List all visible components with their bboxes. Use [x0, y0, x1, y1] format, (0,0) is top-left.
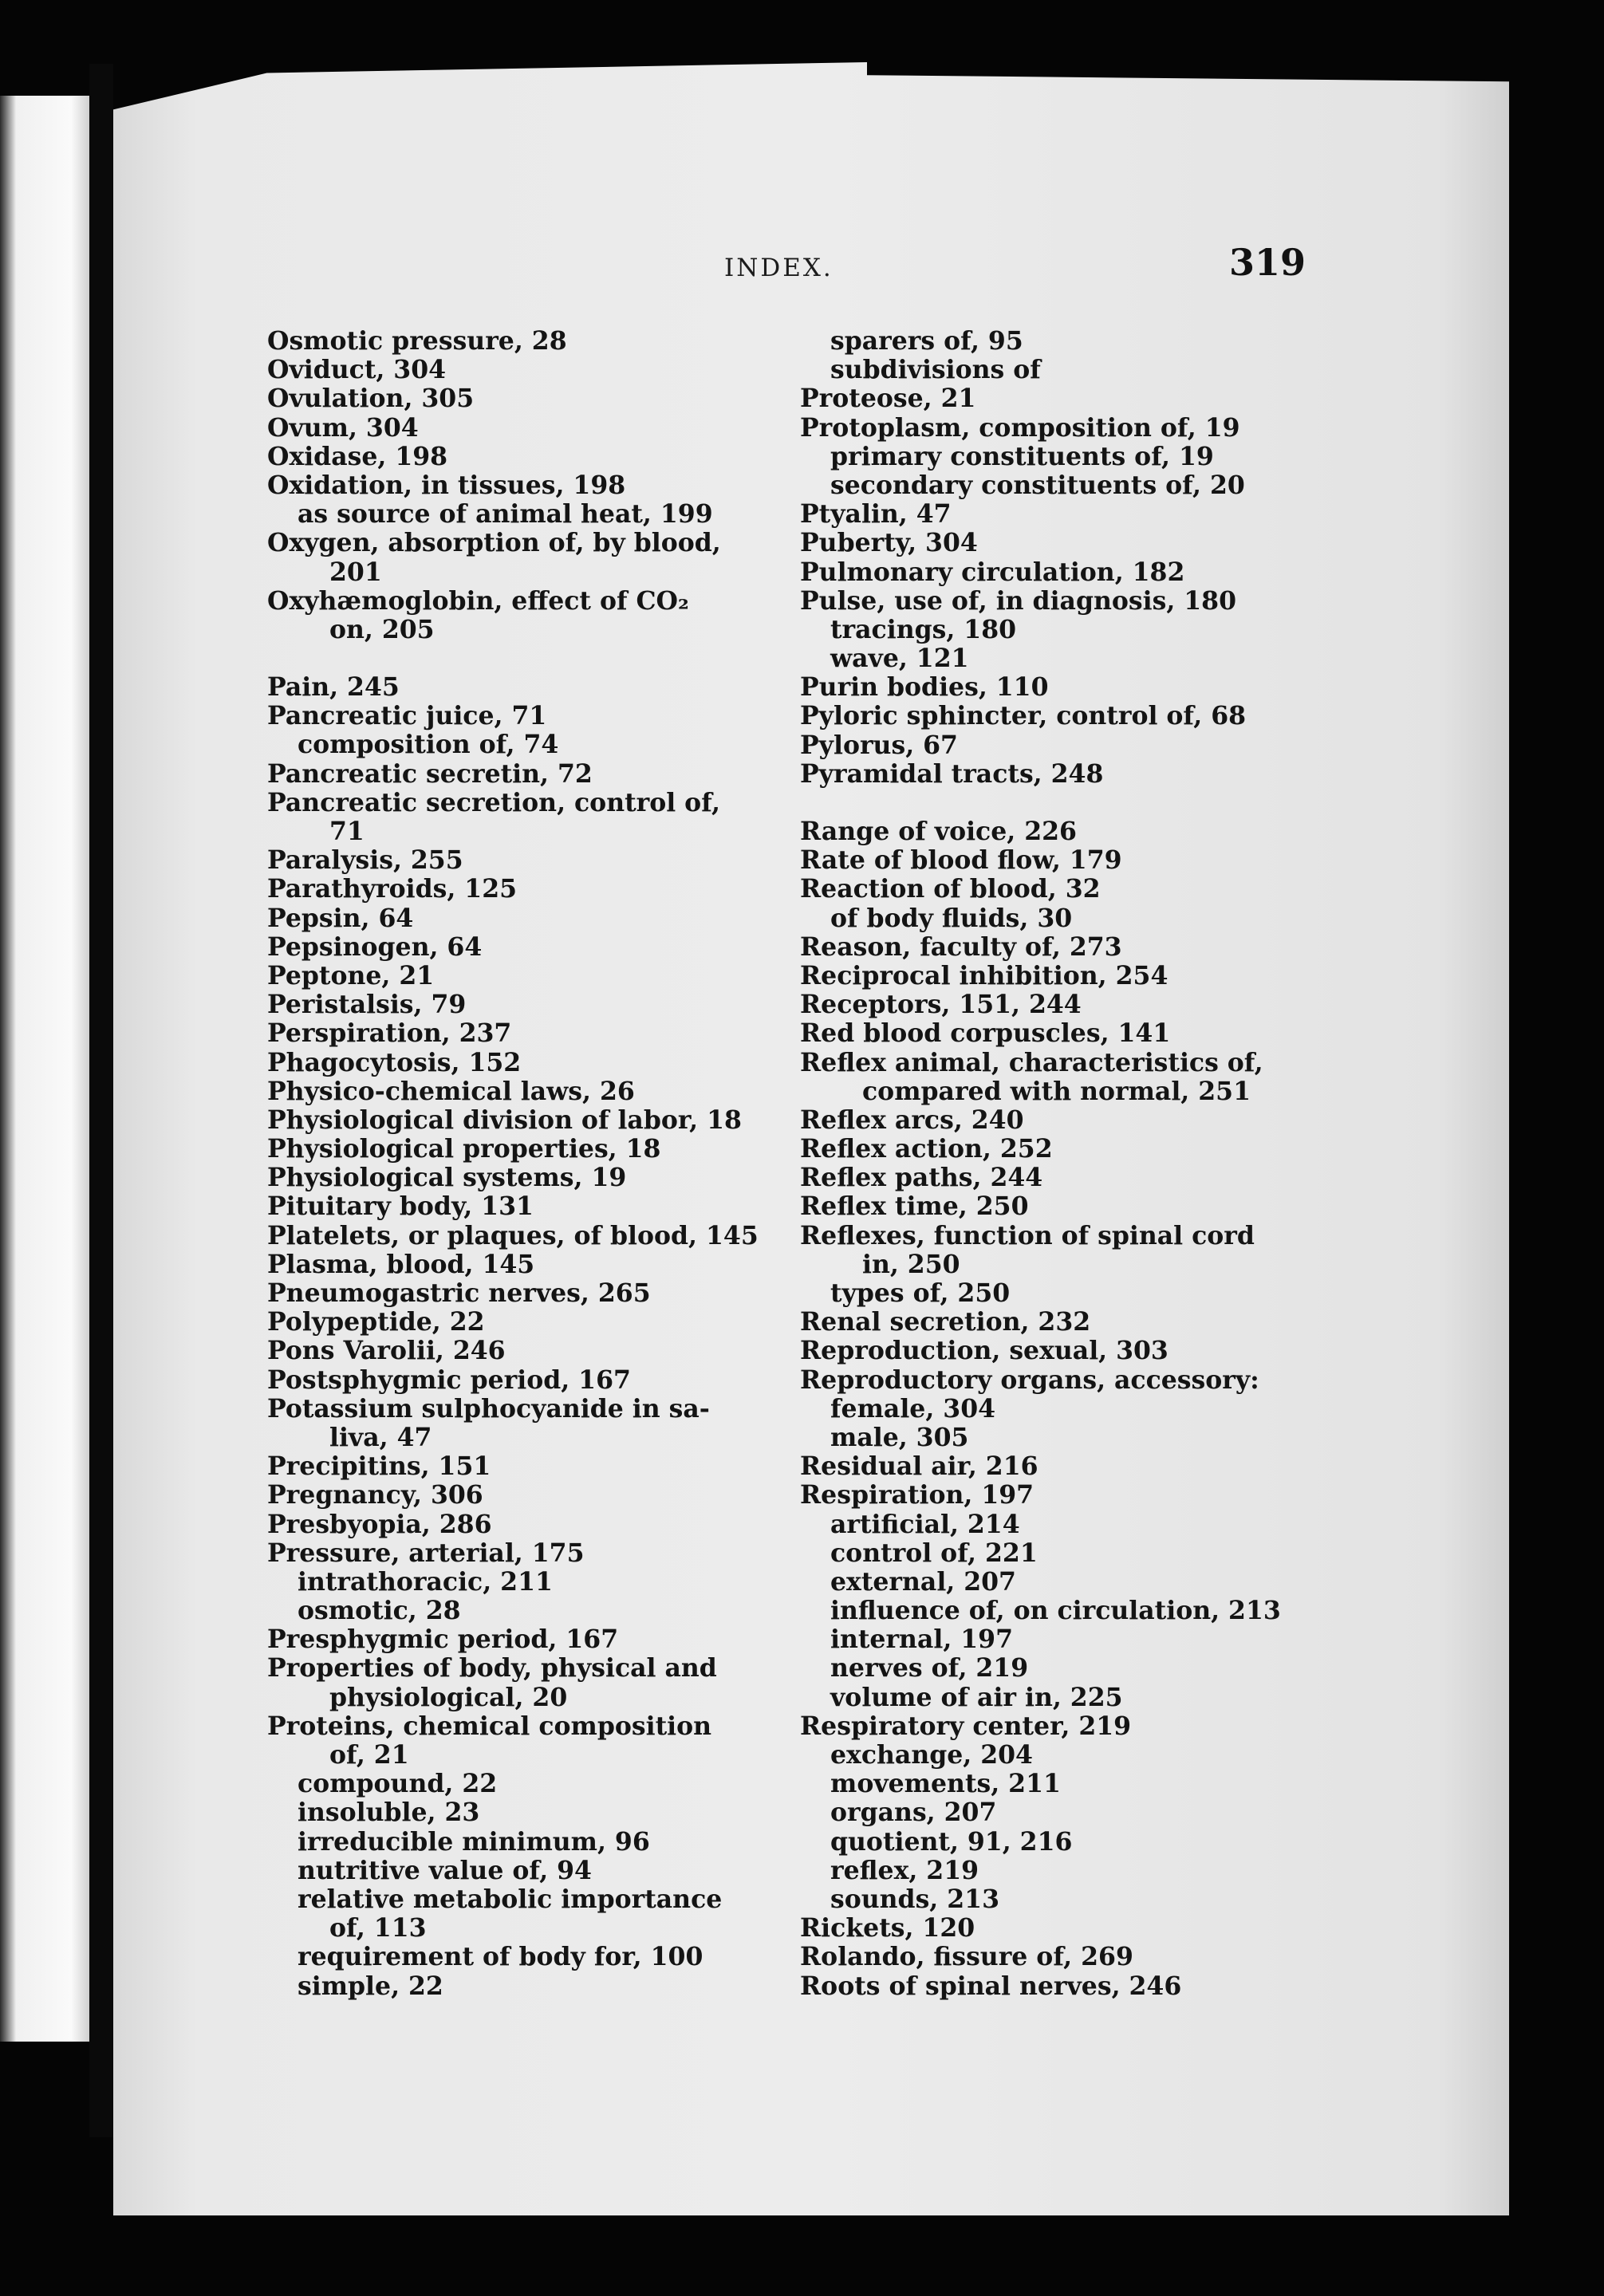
- index-subentry: as source of animal heat, 199: [298, 499, 713, 530]
- index-entry: Puberty, 304: [800, 528, 978, 558]
- index-entry: Pulse, use of, in diagnosis, 180: [800, 585, 1237, 616]
- index-subentry: quotient, 91, 216: [830, 1826, 1073, 1857]
- index-subentry: male, 305: [830, 1422, 969, 1452]
- index-subentry: subdivisions of: [830, 355, 1041, 385]
- index-entry: Polypeptide, 22: [267, 1307, 485, 1337]
- index-entry: Plasma, blood, 145: [267, 1249, 535, 1279]
- index-entry: Postsphygmic period, 167: [267, 1365, 631, 1395]
- index-subentry: in, 250: [862, 1249, 960, 1279]
- index-subentry: physiological, 20: [329, 1682, 568, 1712]
- index-subentry: artificial, 214: [830, 1509, 1020, 1539]
- index-entry: Peptone, 21: [267, 960, 435, 990]
- index-subentry: composition of, 74: [298, 730, 559, 760]
- index-subentry: volume of air in, 225: [830, 1682, 1123, 1712]
- index-entry: Presbyopia, 286: [267, 1509, 492, 1539]
- index-entry: Pain, 245: [267, 672, 400, 703]
- index-entry: Pyramidal tracts, 248: [800, 758, 1104, 789]
- running-head: INDEX.: [724, 254, 834, 282]
- index-entry: Ovulation, 305: [267, 384, 475, 414]
- index-subentry: internal, 197: [830, 1625, 1014, 1655]
- index-entry: Reproductory organs, accessory:: [800, 1365, 1259, 1395]
- index-entry: Rickets, 120: [800, 1913, 975, 1944]
- index-entry: Rolando, fissure of, 269: [800, 1942, 1133, 1972]
- index-subentry: compound, 22: [298, 1769, 498, 1799]
- index-entry: Perspiration, 237: [267, 1018, 512, 1049]
- index-entry: Pylorus, 67: [800, 730, 958, 760]
- index-subentry: insoluble, 23: [298, 1798, 480, 1828]
- index-entry: Parathyroids, 125: [267, 874, 518, 904]
- index-entry: Red blood corpuscles, 141: [800, 1018, 1171, 1049]
- index-subentry: primary constituents of, 19: [830, 441, 1214, 471]
- index-entry: Reciprocal inhibition, 254: [800, 960, 1169, 990]
- page-number: 319: [1229, 241, 1306, 284]
- index-subentry: wave, 121: [830, 644, 969, 674]
- index-entry: Platelets, or plaques, of blood, 145: [267, 1220, 759, 1250]
- index-subentry: sounds, 213: [830, 1884, 999, 1914]
- index-subentry: sparers of, 95: [830, 326, 1023, 356]
- index-entry: Oxygen, absorption of, by blood,: [267, 528, 721, 558]
- index-entry: Physiological division of labor, 18: [267, 1105, 742, 1135]
- index-entry: Pons Varolii, 246: [267, 1336, 506, 1366]
- index-subentry: simple, 22: [298, 1971, 443, 2001]
- index-subentry: reflex, 219: [830, 1855, 979, 1885]
- index-entry: Reflex paths, 244: [800, 1163, 1043, 1193]
- index-entry: Reproduction, sexual, 303: [800, 1336, 1169, 1366]
- index-entry: Reflex action, 252: [800, 1134, 1053, 1164]
- index-entry: Pressure, arterial, 175: [267, 1538, 585, 1568]
- index-entry: Respiration, 197: [800, 1480, 1035, 1510]
- index-entry: Pancreatic juice, 71: [267, 701, 547, 731]
- book-binding-gutter: [89, 64, 113, 2137]
- index-entry: Physico-chemical laws, 26: [267, 1076, 635, 1106]
- index-subentry: compared with normal, 251: [862, 1076, 1251, 1106]
- index-entry: Oxidation, in tissues, 198: [267, 470, 626, 500]
- index-entry: Pyloric sphincter, control of, 68: [800, 701, 1247, 731]
- index-entry: Ovum, 304: [267, 412, 419, 443]
- index-subentry: on, 205: [329, 614, 435, 644]
- index-subentry: movements, 211: [830, 1769, 1061, 1799]
- index-entry: Precipitins, 151: [267, 1451, 491, 1482]
- index-entry: Range of voice, 226: [800, 817, 1077, 846]
- index-entry: Ptyalin, 47: [800, 499, 952, 530]
- index-entry: Roots of spinal nerves, 246: [800, 1971, 1182, 2001]
- index-subentry: influence of, on circulation, 213: [830, 1596, 1281, 1626]
- index-entry: Pregnancy, 306: [267, 1480, 483, 1510]
- index-subentry: control of, 221: [830, 1538, 1038, 1568]
- index-subentry: osmotic, 28: [298, 1596, 461, 1626]
- index-entry: Reflex time, 250: [800, 1191, 1029, 1222]
- index-subentry: 71: [329, 817, 365, 846]
- index-entry: Osmotic pressure, 28: [267, 326, 567, 356]
- index-entry: Oviduct, 304: [267, 355, 447, 385]
- index-entry: Reflex animal, characteristics of,: [800, 1047, 1263, 1077]
- index-entry: Peristalsis, 79: [267, 990, 467, 1020]
- index-entry: Proteose, 21: [800, 384, 976, 414]
- index-entry: Paralysis, 255: [267, 845, 463, 876]
- index-entry: Presphygmic period, 167: [267, 1625, 619, 1655]
- index-entry: Pepsin, 64: [267, 903, 414, 933]
- index-subentry: secondary constituents of, 20: [830, 470, 1245, 500]
- index-subentry: types of, 250: [830, 1278, 1011, 1308]
- index-entry: Reason, faculty of, 273: [800, 931, 1122, 962]
- index-entry: Pneumogastric nerves, 265: [267, 1278, 651, 1308]
- index-entry: Oxyhæmoglobin, effect of CO₂: [267, 585, 689, 616]
- index-subentry: tracings, 180: [830, 614, 1017, 644]
- index-entry: Properties of body, physical and: [267, 1653, 717, 1684]
- index-subentry: requirement of body for, 100: [298, 1942, 703, 1972]
- index-entry: Reaction of blood, 32: [800, 874, 1101, 904]
- index-entry: Oxidase, 198: [267, 441, 448, 471]
- index-entry: Pepsinogen, 64: [267, 931, 483, 962]
- index-subentry: relative metabolic importance: [298, 1884, 723, 1914]
- index-subentry: nerves of, 219: [830, 1653, 1029, 1684]
- index-column-right: [800, 327, 1318, 2001]
- index-section-gap: [267, 644, 790, 673]
- index-entry: Potassium sulphocyanide in sa-: [267, 1393, 710, 1424]
- index-column-left: [267, 327, 790, 2001]
- index-entry: Pancreatic secretion, control of,: [267, 787, 721, 817]
- index-subentry: irreducible minimum, 96: [298, 1826, 650, 1857]
- index-subentry: exchange, 204: [830, 1740, 1033, 1770]
- index-subentry: intrathoracic, 211: [298, 1566, 553, 1597]
- index-entry: Rate of blood flow, 179: [800, 845, 1122, 876]
- index-entry: Protoplasm, composition of, 19: [800, 412, 1240, 443]
- index-entry: Renal secretion, 232: [800, 1307, 1091, 1337]
- index-subentry: of, 113: [329, 1913, 427, 1944]
- index-entry: Reflexes, function of spinal cord: [800, 1220, 1255, 1250]
- index-subentry: external, 207: [830, 1566, 1016, 1597]
- index-entry: Residual air, 216: [800, 1451, 1038, 1482]
- index-entry: Phagocytosis, 152: [267, 1047, 522, 1077]
- index-entry: Receptors, 151, 244: [800, 990, 1082, 1020]
- index-entry: Pulmonary circulation, 182: [800, 557, 1185, 587]
- index-entry: Proteins, chemical composition: [267, 1711, 712, 1741]
- index-subentry: of, 21: [329, 1740, 409, 1770]
- index-entry: Reflex arcs, 240: [800, 1105, 1024, 1135]
- index-subentry: of body fluids, 30: [830, 903, 1073, 933]
- index-subentry: nutritive value of, 94: [298, 1855, 592, 1885]
- index-entry: Physiological systems, 19: [267, 1163, 627, 1193]
- index-subentry: organs, 207: [830, 1798, 997, 1828]
- facing-page-edge: [0, 96, 89, 2042]
- index-entry: Physiological properties, 18: [267, 1134, 661, 1164]
- index-subentry: liva, 47: [329, 1422, 432, 1452]
- index-subentry: female, 304: [830, 1393, 996, 1424]
- index-subentry: 201: [329, 557, 382, 587]
- index-entry: Pituitary body, 131: [267, 1191, 534, 1222]
- index-entry: Pancreatic secretin, 72: [267, 758, 593, 789]
- index-entry: Purin bodies, 110: [800, 672, 1049, 703]
- index-entry: Respiratory center, 219: [800, 1711, 1132, 1741]
- index-section-gap: [800, 789, 1318, 817]
